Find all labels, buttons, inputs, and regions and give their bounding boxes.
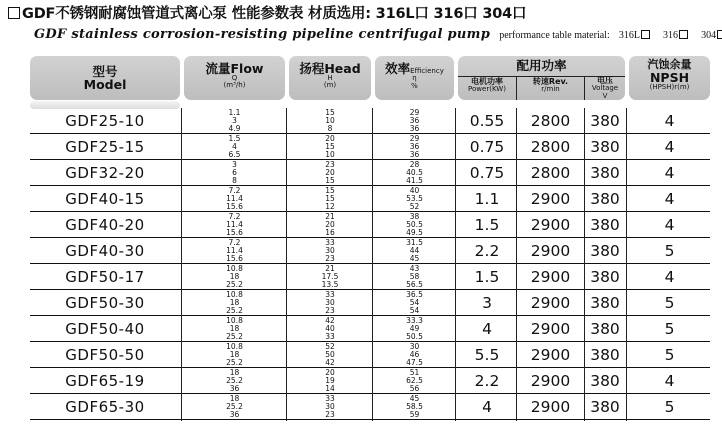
cell-head-value: 33 (325, 238, 335, 247)
cell-eff-value: 43 (409, 264, 420, 273)
cell-flow-value: 10.8 (226, 316, 243, 325)
material-304: 304 (701, 30, 717, 41)
column-divider (181, 108, 182, 421)
cell-volt: 380 (590, 216, 620, 234)
cell-head-value: 20 (325, 134, 335, 143)
column-divider (584, 108, 585, 421)
cell-head-value: 15 (325, 186, 335, 195)
cell-flow-value: 4 (232, 142, 237, 151)
cell-eff-value: 40 (409, 186, 420, 195)
cell-head (289, 238, 371, 264)
cell-power: 0.75 (469, 164, 505, 182)
cell-head-value: 20 (325, 168, 335, 177)
cell-head-value: 33 (325, 332, 335, 341)
cell-volt: 380 (590, 138, 620, 156)
cell-flow-value: 7.2 (228, 186, 241, 195)
cell-volt: 380 (590, 112, 620, 130)
cell-flow (184, 108, 285, 134)
cell-speed: 2900 (530, 216, 571, 234)
column-divider (455, 108, 456, 421)
cell-flow-value: 18 (229, 394, 240, 403)
material-label: performance table material: (499, 30, 610, 41)
cell-volt: 380 (590, 242, 620, 260)
cell-head (289, 394, 371, 420)
cell-head-value: 23 (325, 306, 335, 315)
cell-flow (184, 394, 285, 420)
cell-head-value: 40 (325, 324, 335, 333)
cell-head-value: 23 (325, 160, 335, 169)
column-divider (286, 108, 287, 421)
cell-head (289, 186, 371, 212)
cell-volt: 380 (590, 372, 620, 390)
cell-eff (375, 342, 454, 368)
cell-head (289, 264, 371, 290)
cell-model: GDF40-30 (65, 242, 145, 260)
cell-model: GDF25-10 (65, 112, 145, 130)
cell-flow-value: 11.4 (226, 246, 243, 255)
cell-speed: 2900 (530, 346, 571, 364)
cell-head-value: 42 (325, 316, 335, 325)
cell-model: GDF32-20 (65, 164, 145, 182)
cell-eff-value: 58 (409, 272, 420, 281)
cell-eff-value: 36 (409, 124, 420, 133)
cell-eff (375, 134, 454, 160)
cell-volt: 380 (590, 164, 620, 182)
cell-flow-value: 7.2 (228, 212, 241, 221)
cell-flow (184, 186, 285, 212)
cell-flow-value: 1.1 (228, 108, 241, 117)
cell-flow-value: 18 (229, 368, 240, 377)
cell-flow-value: 6 (232, 168, 237, 177)
cell-npsh: 4 (664, 268, 675, 286)
checkbox-icon (8, 7, 20, 19)
cell-eff-value: 30 (409, 342, 420, 351)
cell-flow-value: 15.6 (226, 254, 243, 263)
cell-head-value: 52 (325, 342, 335, 351)
cell-flow-value: 18 (229, 324, 240, 333)
cell-eff-value: 54 (409, 306, 420, 315)
checkbox-icon (717, 30, 722, 39)
cell-power: 1.5 (474, 268, 500, 286)
cell-flow-value: 36 (229, 410, 240, 419)
cell-model: GDF50-50 (65, 346, 145, 364)
subtitle-english: GDF stainless corrosion-resisting pipeline centrifugal pump (34, 27, 491, 42)
header-npsh: 汽蚀余量 NPSH (HPSH)r(m) (629, 56, 710, 100)
cell-npsh: 5 (664, 294, 675, 312)
cell-eff-value: 36 (409, 116, 420, 125)
cell-volt: 380 (590, 190, 620, 208)
material-316: 316 (663, 30, 679, 41)
cell-head-value: 8 (327, 124, 333, 133)
cell-eff-value: 49.5 (406, 228, 423, 237)
cell-model: GDF50-17 (65, 268, 145, 286)
cell-flow-value: 25.2 (226, 376, 243, 385)
cell-flow-value: 15.6 (226, 228, 243, 237)
cell-head-value: 17.5 (321, 272, 339, 281)
cell-head-value: 23 (325, 410, 335, 419)
cell-eff-value: 36 (409, 142, 420, 151)
cell-head (289, 160, 371, 186)
cell-npsh: 5 (664, 398, 675, 416)
checkbox-icon (641, 30, 650, 39)
cell-volt: 380 (590, 320, 620, 338)
cell-power: 4 (482, 398, 492, 416)
cell-volt: 380 (590, 346, 620, 364)
cell-head-value: 33 (325, 394, 335, 403)
cell-head-value: 33 (325, 290, 335, 299)
header-flow: 流量Flow Q (m³/h) (184, 56, 285, 100)
cell-model: GDF50-40 (65, 320, 145, 338)
cell-eff (375, 394, 454, 420)
cell-head-value: 30 (325, 246, 335, 255)
page-subtitle (34, 23, 722, 42)
cell-eff-value: 36.5 (406, 290, 423, 299)
header-efficiency: 效率Efficiency η % (375, 56, 454, 100)
cell-power: 1.5 (474, 216, 500, 234)
cell-flow-value: 4.9 (228, 124, 241, 133)
header-model: 型号 Model (30, 56, 180, 100)
cell-power: 0.55 (469, 112, 505, 130)
cell-eff-value: 53.5 (406, 194, 423, 203)
cell-flow-value: 7.2 (228, 238, 241, 247)
cell-power: 4 (482, 320, 492, 338)
cell-head-value: 16 (325, 228, 335, 237)
cell-head-value: 15 (325, 194, 335, 203)
cell-eff (375, 108, 454, 134)
cell-flow-value: 11.4 (226, 220, 243, 229)
cell-head-value: 20 (325, 220, 335, 229)
cell-power: 2.2 (474, 372, 500, 390)
cell-eff-value: 50.5 (406, 220, 423, 229)
cell-flow (184, 238, 285, 264)
cell-flow-value: 3 (232, 160, 237, 169)
cell-eff (375, 264, 454, 290)
cell-power: 1.1 (474, 190, 500, 208)
cell-eff-value: 41.5 (406, 176, 423, 185)
cell-head (289, 108, 371, 134)
cell-speed: 2800 (530, 112, 571, 130)
cell-speed: 2900 (530, 190, 571, 208)
cell-flow-value: 6.5 (228, 150, 241, 159)
cell-npsh: 5 (664, 346, 675, 364)
cell-flow-value: 10.8 (226, 342, 243, 351)
cell-flow-value: 15.6 (226, 202, 243, 211)
cell-flow-value: 25.2 (226, 402, 243, 411)
cell-flow-value: 18 (229, 298, 240, 307)
cell-head (289, 316, 371, 342)
cell-head-value: 50 (325, 350, 335, 359)
cell-flow (184, 316, 285, 342)
cell-eff-value: 56.5 (406, 280, 423, 289)
cell-head-value: 23 (325, 254, 335, 263)
cell-npsh: 4 (664, 138, 675, 156)
cell-eff-value: 33.3 (406, 316, 423, 325)
cell-head (289, 290, 371, 316)
cell-speed: 2900 (530, 242, 571, 260)
cell-model: GDF40-20 (65, 216, 145, 234)
cell-speed: 2900 (530, 268, 571, 286)
cell-head-value: 42 (325, 358, 335, 367)
cell-eff-value: 28 (409, 160, 420, 169)
cell-head (289, 212, 371, 238)
cell-speed: 2900 (530, 398, 571, 416)
cell-head (289, 342, 371, 368)
cell-head-value: 30 (325, 298, 335, 307)
cell-eff (375, 186, 454, 212)
cell-head-value: 10 (325, 150, 335, 159)
cell-head-value: 30 (325, 402, 335, 411)
cell-flow-value: 11.4 (226, 194, 243, 203)
cell-model: GDF25-15 (65, 138, 145, 156)
cell-eff-value: 29 (409, 108, 420, 117)
row-divider (30, 419, 710, 420)
cell-head (289, 134, 371, 160)
cell-model: GDF40-15 (65, 190, 145, 208)
cell-eff-value: 40.5 (406, 168, 423, 177)
cell-eff-value: 54 (409, 298, 420, 307)
cell-flow-value: 25.2 (226, 358, 243, 367)
cell-flow-value: 25.2 (226, 280, 243, 289)
cell-head-value: 13.5 (321, 280, 339, 289)
cell-flow-value: 25.2 (226, 332, 243, 341)
cell-head-value: 14 (325, 384, 335, 393)
cell-eff-value: 38 (409, 212, 420, 221)
cell-flow-value: 10.8 (226, 290, 243, 299)
cell-eff-value: 31.5 (406, 238, 423, 247)
cell-eff (375, 238, 454, 264)
cell-eff-value: 45 (409, 394, 420, 403)
column-divider (626, 108, 627, 421)
cell-eff-value: 52 (409, 202, 420, 211)
cell-flow-value: 3 (232, 116, 237, 125)
header-head: 扬程Head H (m) (289, 56, 371, 100)
cell-flow (184, 212, 285, 238)
cell-head-value: 15 (325, 142, 335, 151)
cell-power: 5.5 (474, 346, 500, 364)
cell-eff-value: 36 (409, 150, 420, 159)
cell-flow-value: 25.2 (226, 306, 243, 315)
cell-speed: 2900 (530, 372, 571, 390)
cell-power: 0.75 (469, 138, 505, 156)
cell-flow-value: 10.8 (226, 264, 243, 273)
cell-speed: 2900 (530, 294, 571, 312)
page-title: GDF不锈钢耐腐蚀管道式离心泵 性能参数表 材质选用: 316L口 316口 304口 (8, 2, 526, 23)
cell-eff-value: 59 (409, 410, 420, 419)
cell-npsh: 5 (664, 320, 675, 338)
cell-eff-value: 56 (409, 384, 420, 393)
cell-npsh: 4 (664, 112, 675, 130)
cell-volt: 380 (590, 398, 620, 416)
cell-flow-value: 18 (229, 350, 240, 359)
header-power-group: 配用功率 电机功率 Power(KW) 转速Rev. r/min 电压 Voltage V (458, 56, 625, 100)
cell-model: GDF65-19 (65, 372, 145, 390)
cell-speed: 2800 (530, 164, 571, 182)
cell-head-value: 15 (325, 176, 335, 185)
cell-eff-value: 51 (409, 368, 420, 377)
cell-eff-value: 46 (409, 350, 420, 359)
cell-eff-value: 62.5 (406, 376, 423, 385)
cell-eff (375, 160, 454, 186)
material-316l: 316L (618, 30, 640, 41)
checkbox-icon (679, 30, 688, 39)
cell-power: 3 (482, 294, 492, 312)
cell-flow-value: 18 (229, 272, 240, 281)
cell-npsh: 4 (664, 372, 675, 390)
cell-flow-value: 36 (229, 384, 240, 393)
cell-speed: 2900 (530, 320, 571, 338)
cell-head-value: 15 (325, 108, 335, 117)
cell-eff (375, 368, 454, 394)
cell-npsh: 4 (664, 190, 675, 208)
cell-eff-value: 45 (409, 254, 420, 263)
cell-npsh: 4 (664, 216, 675, 234)
column-divider (516, 108, 517, 421)
cell-eff-value: 44 (409, 246, 420, 255)
cell-flow (184, 264, 285, 290)
cell-eff-value: 47.5 (406, 358, 423, 367)
cell-flow (184, 134, 285, 160)
cell-head-value: 20 (325, 368, 335, 377)
cell-head-value: 19 (325, 376, 335, 385)
cell-flow-value: 8 (232, 176, 237, 185)
cell-eff-value: 50.5 (406, 332, 423, 341)
cell-flow (184, 290, 285, 316)
cell-model: GDF50-30 (65, 294, 145, 312)
cell-eff-value: 49 (409, 324, 420, 333)
cell-head-value: 10 (325, 116, 335, 125)
cell-flow (184, 368, 285, 394)
cell-eff (375, 316, 454, 342)
cell-eff-value: 58.5 (406, 402, 423, 411)
cell-eff (375, 290, 454, 316)
cell-head-value: 12 (325, 202, 335, 211)
cell-head (289, 368, 371, 394)
cell-flow (184, 342, 285, 368)
cell-head-value: 21 (325, 212, 335, 221)
cell-flow-value: 1.5 (228, 134, 241, 143)
cell-npsh: 4 (664, 164, 675, 182)
cell-eff-value: 29 (409, 134, 420, 143)
cell-eff (375, 212, 454, 238)
cell-npsh: 5 (664, 242, 675, 260)
cell-speed: 2800 (530, 138, 571, 156)
cell-flow (184, 160, 285, 186)
cell-head-value: 21 (325, 264, 335, 273)
cell-volt: 380 (590, 268, 620, 286)
cell-model: GDF65-30 (65, 398, 145, 416)
column-divider (372, 108, 373, 421)
cell-volt: 380 (590, 294, 620, 312)
cell-power: 2.2 (474, 242, 500, 260)
